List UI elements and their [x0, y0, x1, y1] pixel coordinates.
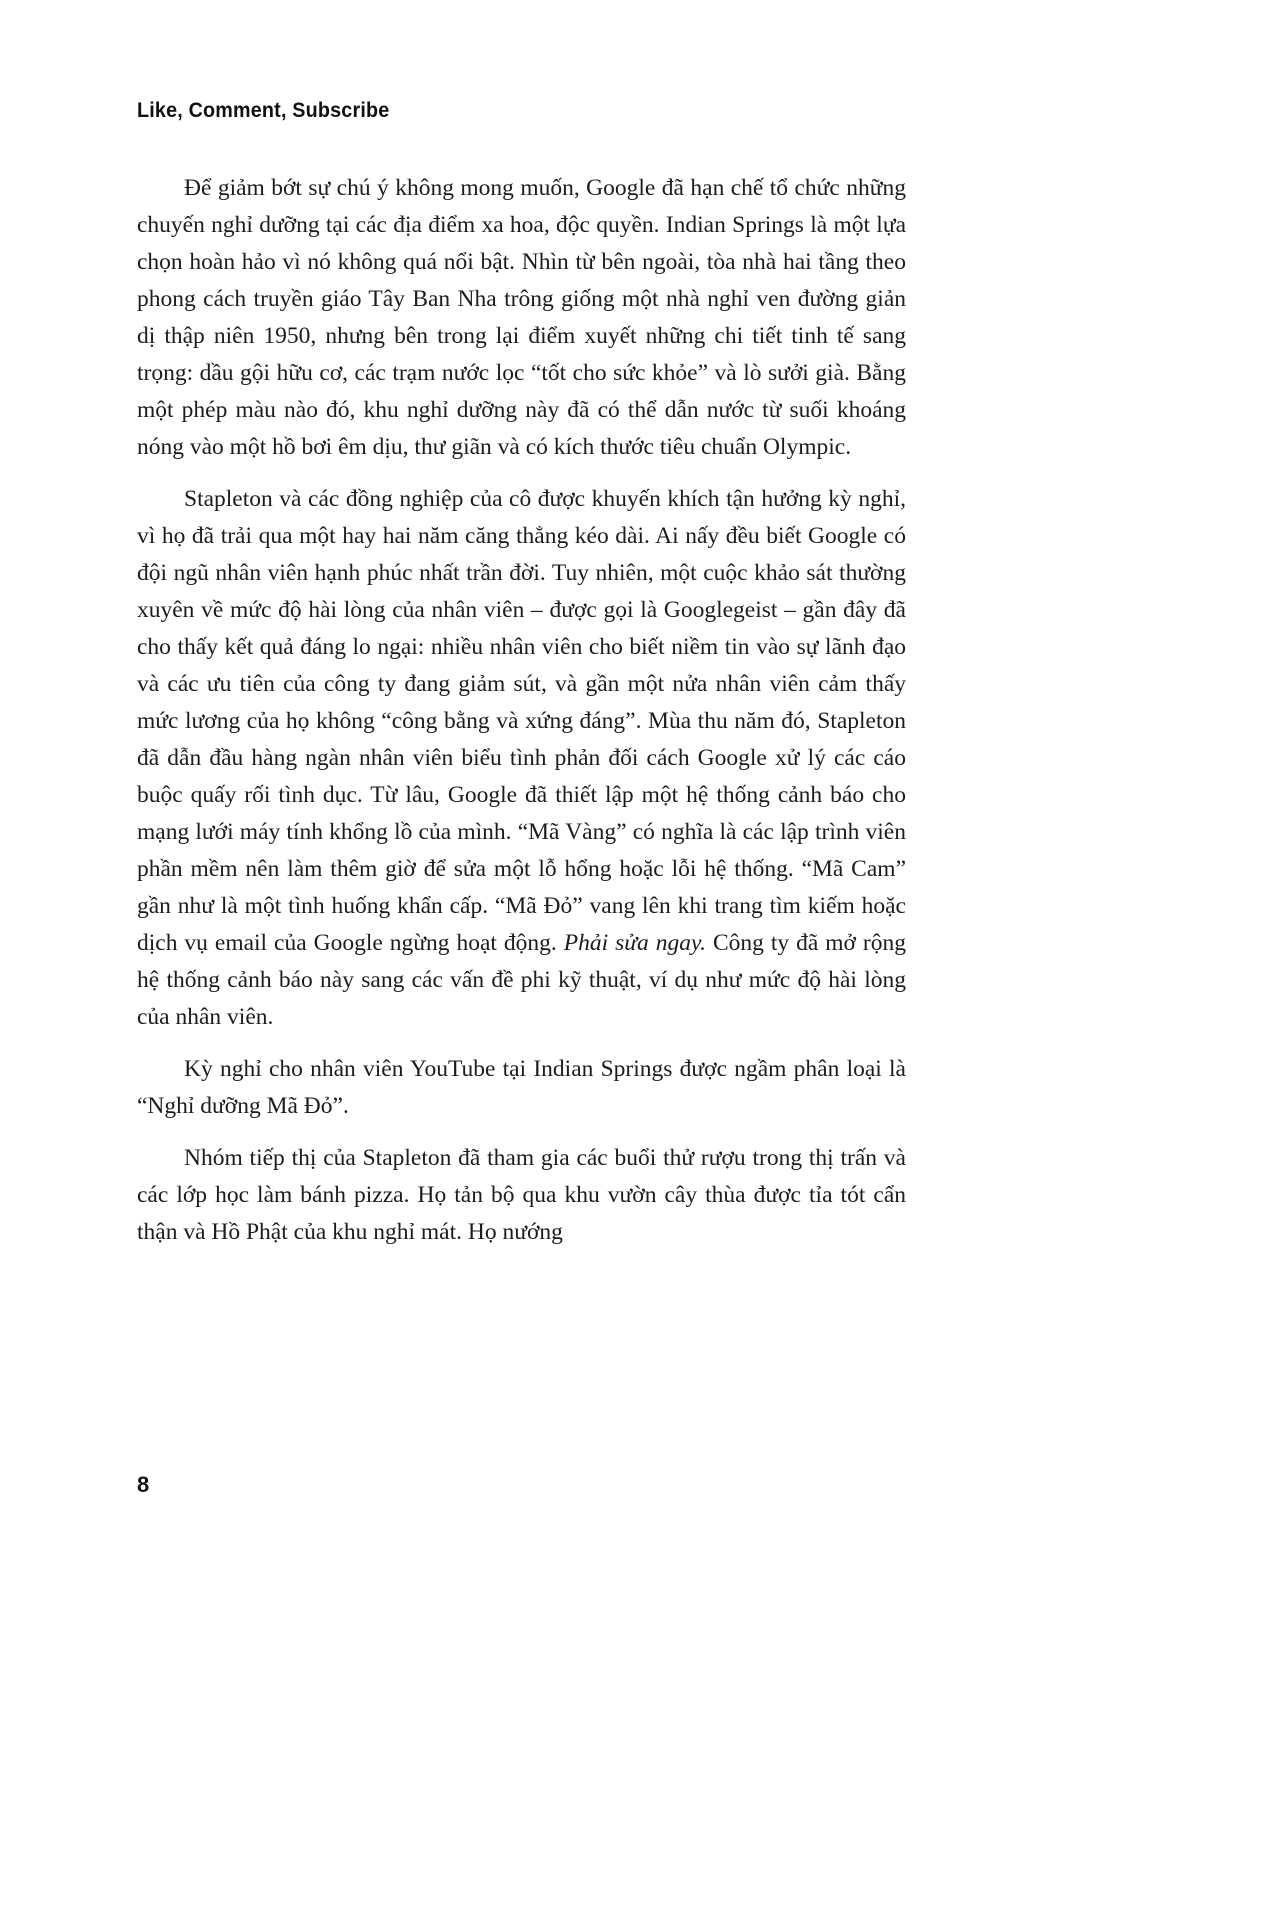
- paragraph-2-text-b: Công ty đã mở rộng hệ thống cảnh báo này sang các vấn đề phi kỹ thuật, ví dụ như mức độ hài lòng của nhân viên.: [137, 930, 906, 1030]
- paragraph-1-text: Để giảm bớt sự chú ý không mong muốn, Google đã hạn chế tổ chức những chuyến nghỉ dưỡng tại các địa điểm xa hoa, độc quyền. Indian Springs là một lựa chọn hoàn hảo vì nó không quá nổi bật. Nhìn từ bên ngoài, tòa nhà hai tầng theo phong cách truyền giáo Tây Ban Nha trông giống một nhà nghỉ ven đường giản dị thập niên 1950, nhưng bên trong lại điểm xuyết những chi tiết tinh tế sang trọng: dầu gội hữu cơ, các trạm nước lọc “tốt cho sức khỏe” và lò sưởi già. Bằng một phép màu nào đó, khu nghỉ dưỡng này đã có thể dẫn nước từ suối khoáng nóng vào một hồ bơi êm dịu, thư giãn và có kích thước tiêu chuẩn Olympic.: [137, 175, 906, 460]
- page-number: 8: [137, 1472, 150, 1497]
- body-text: [137, 170, 906, 1266]
- paragraph-4: [137, 1140, 906, 1251]
- paragraph-2-text-a: Stapleton và các đồng nghiệp của cô được khuyến khích tận hưởng kỳ nghỉ, vì họ đã trải qua một hay hai năm căng thẳng kéo dài. Ai nấy đều biết Google có đội ngũ nhân viên hạnh phúc nhất trần đời. Tuy nhiên, một cuộc khảo sát thường xuyên về mức độ hài lòng của nhân viên – được gọi là Googlegeist – gần đây đã cho thấy kết quả đáng lo ngại: nhiều nhân viên cho biết niềm tin vào sự lãnh đạo và các ưu tiên của công ty đang giảm sút, và gần một nửa nhân viên cảm thấy mức lương của họ không “công bằng và xứng đáng”. Mùa thu năm đó, Stapleton đã dẫn đầu hàng ngàn nhân viên biểu tình phản đối cách Google xử lý các cáo buộc quấy rối tình dục. Từ lâu, Google đã thiết lập một hệ thống cảnh báo cho mạng lưới máy tính khổng lồ của mình. “Mã Vàng” có nghĩa là các lập trình viên phần mềm nên làm thêm giờ để sửa một lỗ hổng hoặc lỗi hệ thống. “Mã Cam” gần như là một tình huống khẩn cấp. “Mã Đỏ” vang lên khi trang tìm kiếm hoặc dịch vụ email của Google ngừng hoạt động.: [137, 486, 906, 956]
- paragraph-2: [137, 481, 906, 1036]
- paragraph-3-text: Kỳ nghỉ cho nhân viên YouTube tại Indian Springs được ngầm phân loại là “Nghỉ dưỡng Mã Đỏ”.: [137, 1056, 906, 1119]
- paragraph-1: [137, 170, 906, 466]
- paragraph-4-text: Nhóm tiếp thị của Stapleton đã tham gia các buổi thử rượu trong thị trấn và các lớp học làm bánh pizza. Họ tản bộ qua khu vườn cây thùa được tỉa tót cẩn thận và Hồ Phật của khu nghỉ mát. Họ nướng: [137, 1145, 906, 1245]
- paragraph-3: [137, 1051, 906, 1125]
- running-head: Like, Comment, Subscribe: [137, 99, 390, 122]
- paragraph-2-italic-phrase: Phải sửa ngay.: [563, 930, 707, 956]
